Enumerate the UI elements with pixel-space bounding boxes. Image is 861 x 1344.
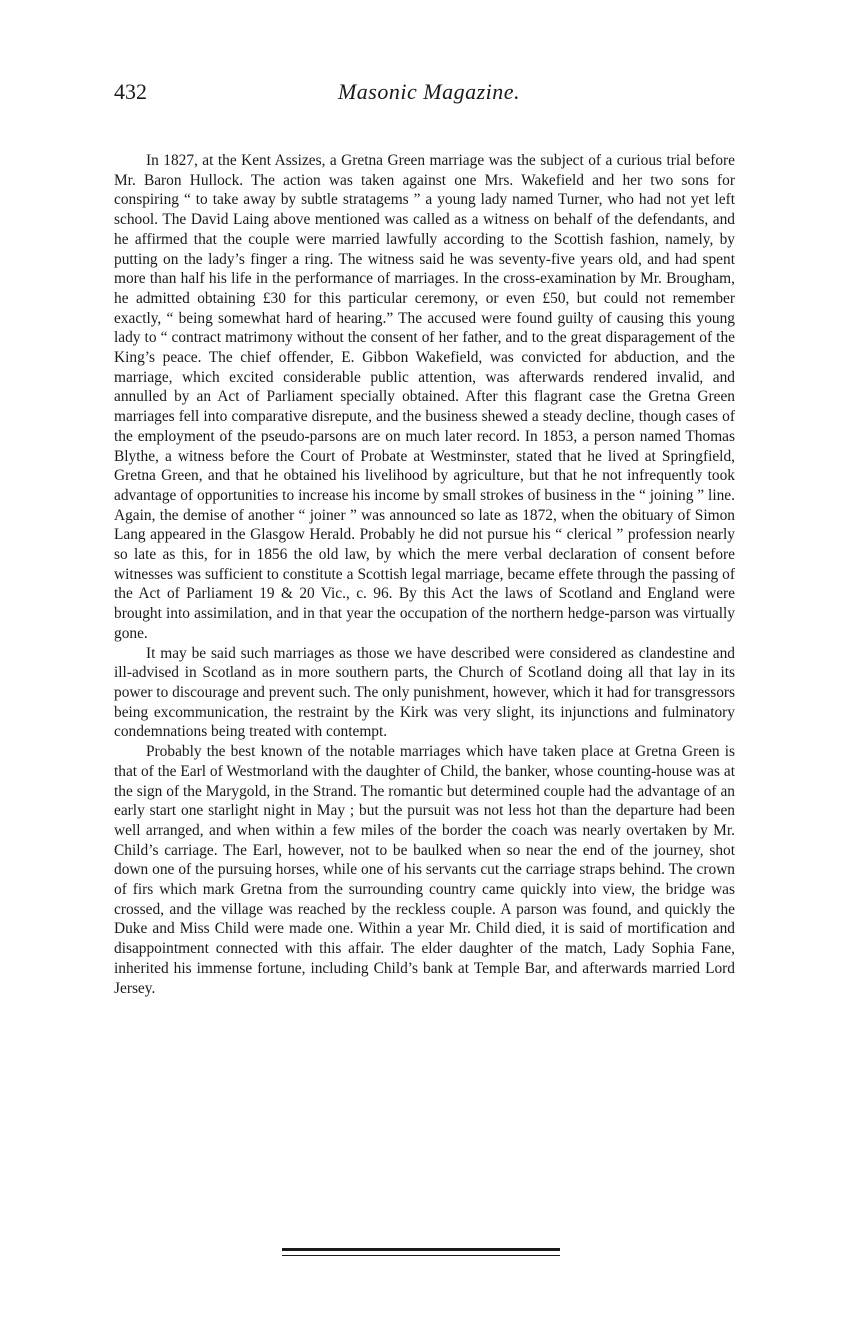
paragraph-westmorland-marriage: Probably the best known of the notable marriages which have taken place at Gretna Green is that of the Earl of Westmorland with the daughter of Child, the banker, whose counting-house was at the sign of the Marygold, in the Strand. The romantic but determined couple had the advantage of an early start one starlight night in May ; but the pursuit was not less hot than the departure had been well arranged, and when within a few miles of the border the coach was nearly overtaken by Mr. Child’s carriage. The Earl, however, not to be baulked when so near the end of the journey, shot down one of the pursuing horses, while one of his servants cut the carriage straps behind. The crown of firs which mark Gretna from the surrounding country came quickly into view, the bridge was crossed, and the village was reached by the reckless couple. A parson was found, and quickly the Duke and Miss Child were made one. Within a year Mr. Child died, it is said of mortification and disappointment connected with this affair. The elder daughter of the match, Lady Sophia Fane, inherited his immense fortune, including Child’s bank at Temple Bar, and afterwards married Lord Jersey. [114, 743, 735, 997]
paragraph-gretna-trial: In 1827, at the Kent Assizes, a Gretna Green marriage was the subject of a curious trial before Mr. Baron Hullock. The action was taken against one Mrs. Wakefield and her two sons for conspiring “ to take away by subtle stratagems ” a young lady named Turner, who had not yet left school. The David Laing above mentioned was called as a witness on behalf of the defendants, and he affirmed that the couple were married lawfully according to the Scottish fashion, namely, by putting on the lady’s finger a ring. The witness said he was seventy-five years old, and had spent more than half his life in the performance of marriages. In the cross-examination by Mr. Brougham, he admitted obtaining £30 for this particular ceremony, or even £50, but could not remember exactly, “ being somewhat hard of hearing.” The accused were found guilty of causing this young lady to “ contract matrimony without the consent of her father, and to the great disparagement of the King’s peace. The chief offender, E. Gibbon Wakefield, was convicted for abduction, and the marriage, which excited considerable public attention, was afterwards rendered invalid, and annulled by an Act of Parliament specially obtained. After this flagrant case the Gretna Green marriages fell into comparative disrepute, and the business shewed a steady decline, though cases of the employment of the pseudo-parsons are on much later record. In 1853, a person named Thomas Blythe, a witness before the Court of Probate at Westminster, stated that he lived at Springfield, Gretna Green, and that he obtained his livelihood by agriculture, but that he not infrequently took advantage of opportunities to increase his income by small strokes of business in the “ joining ” line. Again, the demise of another “ joiner ” was announced so late as 1872, when the obituary of Simon Lang appeared in the Glasgow Herald. Probably he did not pursue his “ clerical ” profession nearly so late as this, for in 1856 the old law, by which the mere verbal declaration of consent before witnesses was sufficient to constitute a Scottish legal marriage, became effete through the passing of the Act of Parliament 19 & 20 Vic., c. 96. By this Act the laws of Scotland and England were brought into assimilation, and in that year the occupation of the northern hedge-parson was virtually gone. [114, 152, 735, 642]
page-number: 432 [114, 79, 147, 104]
section-end-rule [282, 1248, 560, 1258]
double-rule-thin [282, 1255, 560, 1256]
journal-title: Masonic Magazine. [337, 79, 521, 104]
paragraph-church-of-scotland: It may be said such marriages as those we have described were considered as clandestine and ill-advised in Scotland as in more southern parts, the Church of Scotland doing all that lay in its power to discourage and prevent such. The only punishment, however, which it had for transgressors being excommunication, the restraint by the Kirk was very slight, its injunctions and fulminatory condemnations being treated with contempt. [114, 644, 735, 741]
double-rule-thick [282, 1248, 560, 1251]
running-head [114, 78, 744, 108]
article-body [114, 151, 735, 998]
